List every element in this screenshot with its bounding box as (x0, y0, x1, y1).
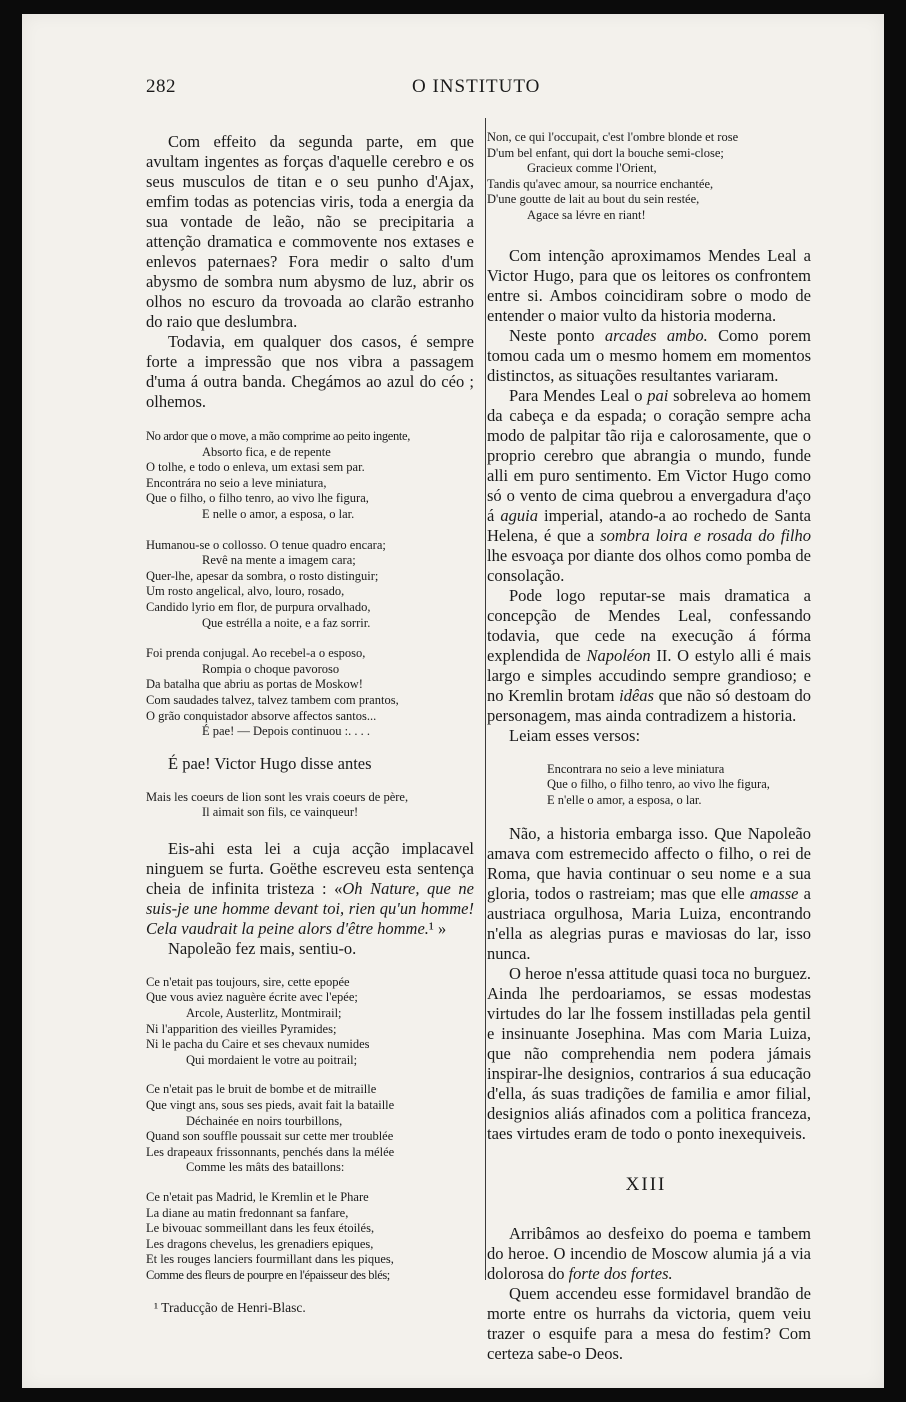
verse-line: E n'elle o amor, a esposa, o lar. (547, 792, 702, 807)
goethe-quote: Oh Nature, que ne suis-je une homme devant toi, rien qu'un homme! Cela vaudrait la peine alors d'être homme. (146, 878, 474, 938)
verse-line: Le bivouac sommeillant dans les feux étoilés, (146, 1221, 375, 1236)
verse-line: Com saudades talvez, talvez tambem com prantos, (146, 692, 399, 707)
paragraph-text: Não, a historia embarga isso. Que Napoleão amava com estremecido affecto o filho, o rei de Roma, que havia continuar o seu nome e a sua gloria, todos o rastreiam; mas que elle (487, 824, 811, 904)
verse-stanza (146, 646, 474, 740)
italic-phrase: aguia (500, 505, 538, 525)
left-column (146, 118, 474, 1316)
verse-line: Foi prenda conjugal. Ao recebel-a o esposo, (146, 646, 366, 661)
verse-line: O grão conquistador absorve affectos santos... (146, 708, 377, 723)
verse-stanza (146, 429, 474, 523)
verse-line: E nelle o amor, a esposa, o lar. (202, 506, 355, 521)
paragraph-text: a austriaca orgulhosa, Maria Luiza, encontrando n'ella as alegrias puras e maviosas do lar, isso nunca. (487, 884, 811, 964)
italic-phrase: arcades ambo. (604, 325, 708, 345)
paragraph: O heroe n'essa attitude quasi toca no burguez. Ainda lhe perdoariamos, se essas modestas virtudes do lar lhe fossem instilladas pela gentil e insinuante Josephina. Mas com Maria Luiza, que não comprehendia nem podera jámais inspirar-lhe designios, contrarios á sua educação d'ella, ás suas tradições de familia e amor filial, designios aliás afinados com a politica franceza, taes virtudes eram de todo o ponto inexequiveis. (487, 964, 811, 1144)
verse-line: D'um bel enfant, qui dort la bouche semi-close; (487, 145, 724, 160)
verse-line: D'une goutte de lait au bout du sein restée, (487, 192, 700, 207)
verse-line: Agace sa lévre en riant! (527, 207, 646, 222)
verse-line: Ce n'etait pas Madrid, le Kremlin et le Phare (146, 1190, 369, 1204)
paragraph-text: Eis-ahi esta lei a cuja acção implacavel ninguem se furta. Goëthe escreveu esta sentença cheia de infinita tristeza : « (146, 838, 474, 898)
verse-line: Qui mordaient le votre au poitrail; (186, 1052, 358, 1067)
verse-line: Revê na mente a imagem cara; (202, 553, 356, 568)
running-title: O INSTITUTO (412, 76, 541, 97)
footnote-ref: ¹ » (428, 918, 447, 938)
verse-line: Mais les coeurs de lion sont les vrais coeurs de père, (146, 789, 409, 804)
verse-line: Ce n'etait pas le bruit de bombe et de mitraille (146, 1082, 377, 1097)
paragraph: Napoleão fez mais, sentiu-o. (168, 938, 357, 958)
verse-line: Les drapeaux frissonnants, penchés dans la mélée (146, 1144, 395, 1159)
paragraph (481, 1224, 811, 1284)
paragraph: Quem accendeu esse formidavel brandão de morte entre os hurrahs da victoria, quem veiu trazer o esquife para a mesa do festim? Com certeza sabe-o Deos. (487, 1284, 811, 1364)
verse-line: Déchainée en noirs tourbillons, (186, 1113, 343, 1128)
paragraph (481, 824, 811, 964)
verse-line: Gracieux comme l'Orient, (527, 161, 657, 176)
paragraph: Todavia, em qualquer dos casos, é sempre forte a impressão que nos vibra a passagem d'uma á outra banda. Chegámos ao azul do céo ; olhemos. (146, 332, 474, 411)
verse-line: Que estrélla a noite, e a faz sorrir. (202, 615, 371, 630)
verse-line: Ni l'apparition des vieilles Pyramides; (146, 1021, 337, 1036)
verse-stanza (146, 1190, 474, 1284)
verse-line: Que vingt ans, sous ses pieds, avait fait la bataille (146, 1098, 395, 1113)
paragraph (481, 386, 811, 586)
verse-line: Non, ce qui l'occupait, c'est l'ombre blonde et rose (487, 130, 739, 144)
verse-line: Humanou-se o collosso. O tenue quadro encara; (146, 537, 386, 552)
verse-line: Encontrára no seio a leve miniatura, (146, 475, 327, 490)
verse-line: Quer-lhe, apesar da sombra, o rosto distinguir; (146, 568, 379, 583)
italic-phrase: forte dos fortes. (568, 1264, 673, 1284)
verse-line: Tandis qu'avec amour, sa nourrice enchantée, (487, 176, 714, 191)
verse-stanza (481, 130, 811, 224)
verse-line: Candido lyrio em flor, de purpura orvalhado, (146, 599, 371, 614)
paragraph-text: lhe esvoaça por diante dos olhos como pomba de consolação. (487, 545, 811, 585)
verse-line: Absorto fica, e de repente (202, 444, 331, 459)
italic-phrase: amasse (749, 884, 799, 904)
italic-phrase: idêas (619, 685, 654, 705)
paragraph: É pae! Victor Hugo disse antes (168, 753, 372, 773)
italic-phrase: Napoléon (586, 645, 651, 665)
document-page (22, 14, 884, 1388)
verse-line: Comme des fleurs de pourpre en l'épaisseur des blés; (146, 1267, 390, 1282)
verse-line: Rompia o choque pavoroso (202, 661, 340, 676)
verse-line: Da batalha que abriu as portas de Moskow! (146, 677, 363, 692)
paragraph-text: Pode logo reputar-se mais dramatica a concepção de Mendes Leal, confessando todavia, que cede na execução á fórma explendida de (487, 585, 811, 665)
verse-line: Comme les mâts des bataillons: (186, 1160, 345, 1175)
paragraph-text: Arribâmos ao desfeixo do poema e tambem do heroe. O incendio de Moscow alumia já a via dolorosa do (487, 1224, 811, 1284)
paragraph-text: que não só destoam do personagem, mas ainda contradizem a historia. (487, 685, 811, 725)
verse-stanza (146, 1082, 474, 1176)
paragraph-text: Como porem tomou cada um o mesmo homem em momentos distinctos, as situações resultantes variaram. (487, 325, 811, 385)
italic-phrase: sombra loira e rosada do filho (600, 525, 811, 545)
verse-stanza (146, 538, 474, 632)
verse-line: Quand son souffle poussait sur cette mer troublée (146, 1129, 394, 1144)
verse-line: Ni le pacha du Caire et ses chevaux numides (146, 1037, 370, 1052)
verse-line: O tolhe, e todo o enleva, um extasi sem par. (146, 460, 365, 475)
verse-line: Que vous aviez naguère écrite avec l'epée; (146, 990, 358, 1005)
verse-stanza (146, 975, 474, 1069)
verse-line: Arcole, Austerlitz, Montmirail; (186, 1006, 342, 1021)
paragraph (481, 326, 811, 386)
verse-line: Que o filho, o filho tenro, ao vivo lhe figura, (146, 491, 369, 506)
footnote: ¹ Traducção de Henri-Blasc. (154, 1299, 306, 1315)
paragraph (481, 586, 811, 726)
paragraph: Com intenção aproximamos Mendes Leal a Victor Hugo, para que os leitores os confrontem entre si. Ambos coincidiram sobre o modo de entender o maior vulto da historia moderna. (487, 245, 811, 325)
verse-stanza (146, 790, 474, 821)
verse-line: Encontrara no seio a leve miniatura (547, 761, 725, 776)
verse-line: Les dragons chevelus, les grenadiers epiques, (146, 1236, 374, 1251)
verse-line: Et les rouges lanciers fourmillant dans les piques, (146, 1252, 394, 1267)
paragraph-text: II. O estylo alli é mais largo e simples accudindo sempre grandioso; e no Kremlin brotam (487, 645, 811, 705)
paragraph: Leiam esses versos: (509, 725, 641, 745)
paragraph-text: Neste ponto (509, 325, 605, 345)
paragraph: Com effeito da segunda parte, em que avultam ingentes as forças d'aquelle cerebro e os seus musculos de titan e o seu punho d'Ajax, emfim todas as potencias viris, toda a energia da sua vontade de leão, não se precipitaria a attenção dramatica e commovente nos extases e enlevos paternaes? Fora medir o salto d'um abysmo de sombra num abysmo de luz, abrir os olhos no escuro da trovoada ao clarão estranho do raio que deslumbra. (146, 132, 474, 331)
verse-line: La diane au matin fredonnant sa fanfare, (146, 1205, 349, 1220)
page-number: 282 (146, 76, 176, 97)
verse-line: Um rosto angelical, alvo, louro, rosado, (146, 584, 345, 599)
right-column (481, 118, 811, 1364)
italic-phrase: pai (647, 385, 669, 405)
paragraph (146, 839, 474, 939)
verse-line: É pae! — Depois continuou :. . . . (202, 724, 371, 739)
verse-line: Il aimait son fils, ce vainqueur! (202, 805, 359, 820)
verse-line: Que o filho, o filho tenro, ao vivo lhe figura, (547, 777, 770, 792)
verse-line: Ce n'etait pas toujours, sire, cette epopée (146, 974, 350, 989)
paragraph-text: imperial, atando-a ao rochedo de Santa Helena, é que a (487, 505, 811, 545)
section-heading: XIII (625, 1174, 667, 1196)
verse-stanza (481, 762, 811, 809)
paragraph-text: sobreleva ao homem da cabeça e da espada; o coração sempre acha modo de palpitar tão rija e calorosamente, que o proprio cerebro que abrangia o mundo, funde alli em puro sentimento. Em Victor Hugo como só o vento de cima quebrou a envergadura d'aço á (487, 385, 811, 525)
paragraph-text: Para Mendes Leal o (509, 385, 648, 405)
verse-line: No ardor que o move, a mão comprime ao peito ingente, (146, 429, 411, 443)
